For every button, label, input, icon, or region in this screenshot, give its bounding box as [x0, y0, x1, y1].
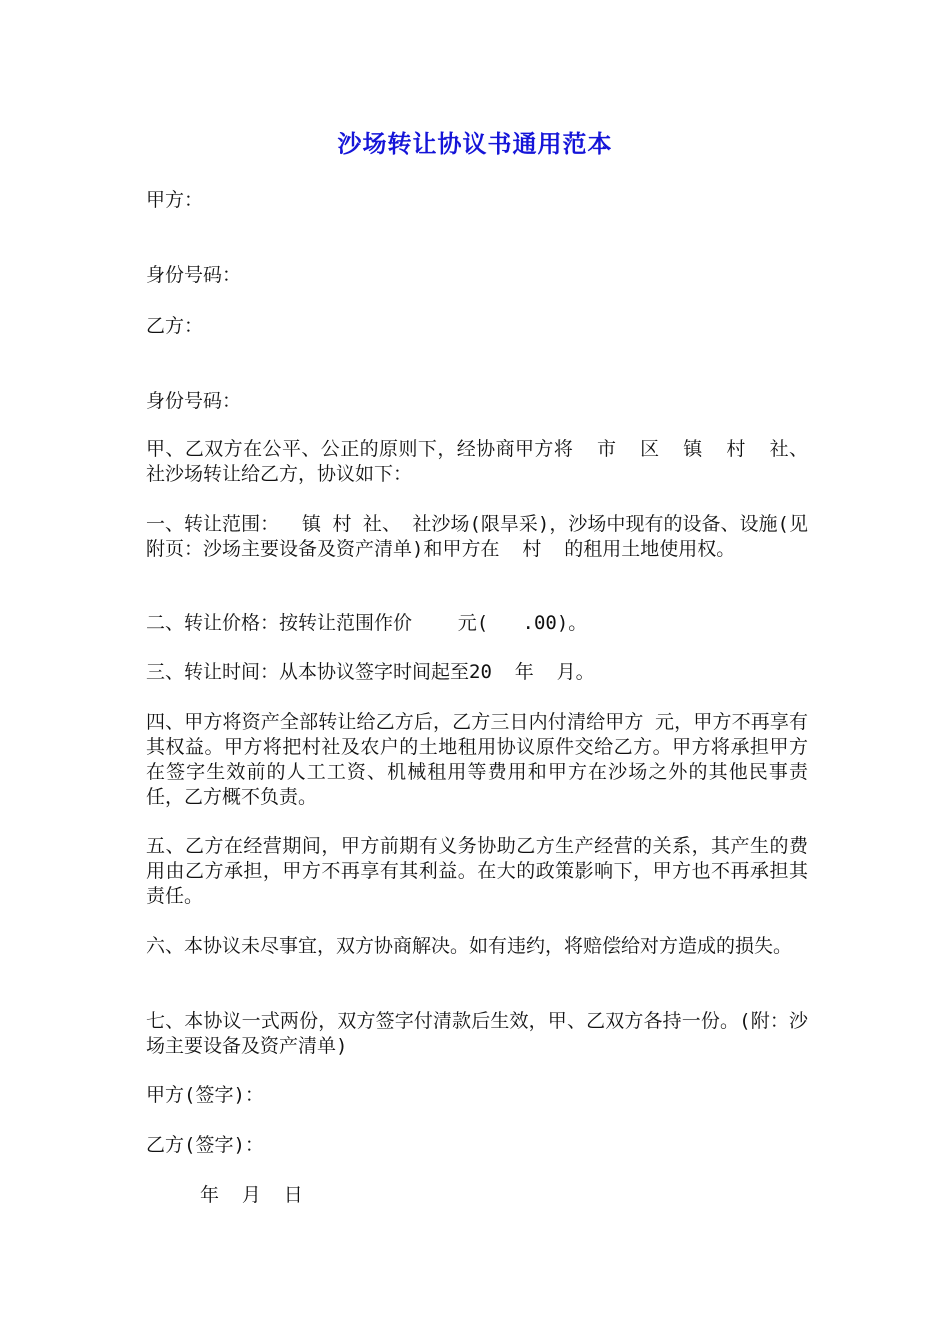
- intro-paragraph: 甲、乙双方在公平、公正的原则下，经协商甲方将 市 区 镇 村 社、 社沙场转让给乙方，协议如下：: [146, 438, 820, 485]
- clause-3-paragraph: 三、转让时间：从本协议签字时间起至20 年 月。: [146, 661, 595, 683]
- clause-5-paragraph: 五、乙方在经营期间，甲方前期有义务协助乙方生产经营的关系，其产生的费用由乙方承担，甲方不再享有其利益。在大的政策影响下，甲方也不再承担其责任。: [146, 835, 808, 907]
- clause-2-paragraph: 二、转让价格：按转让范围作价 元( .00)。: [146, 612, 588, 634]
- party-a-id-label: 身份号码：: [146, 264, 242, 286]
- party-a-signature: 甲方(签字)：: [146, 1084, 264, 1106]
- clause-4-paragraph: 四、甲方将资产全部转让给乙方后，乙方三日内付清给甲方 元，甲方不再享有其权益。甲方将把村社及农户的土地租用协议原件交给乙方。甲方将承担甲方在签字生效前的人工工资、机械租用等费用和甲方在沙场之外的其他民事责任，乙方概不负责。: [146, 711, 808, 808]
- party-a-label: 甲方：: [146, 189, 204, 211]
- clause-7-paragraph: 七、本协议一式两份，双方签字付清款后生效，甲、乙双方各持一份。(附：沙场主要设备及资产清单): [146, 1010, 808, 1057]
- clause-6-paragraph: 六、本协议未尽事宜，双方协商解决。如有违约，将赔偿给对方造成的损失。: [146, 935, 793, 957]
- clause-1-paragraph: 一、转让范围： 镇 村 社、 社沙场(限旱采)，沙场中现有的设备、设施(见附页：沙场主要设备及资产清单)和甲方在 村 的租用土地使用权。: [146, 513, 808, 560]
- party-b-signature: 乙方(签字)：: [146, 1134, 264, 1156]
- party-b-id-label: 身份号码：: [146, 390, 242, 412]
- date-line: 年 月 日: [200, 1184, 303, 1206]
- page-title: 沙场转让协议书通用范本: [337, 130, 613, 158]
- party-b-label: 乙方：: [146, 315, 204, 337]
